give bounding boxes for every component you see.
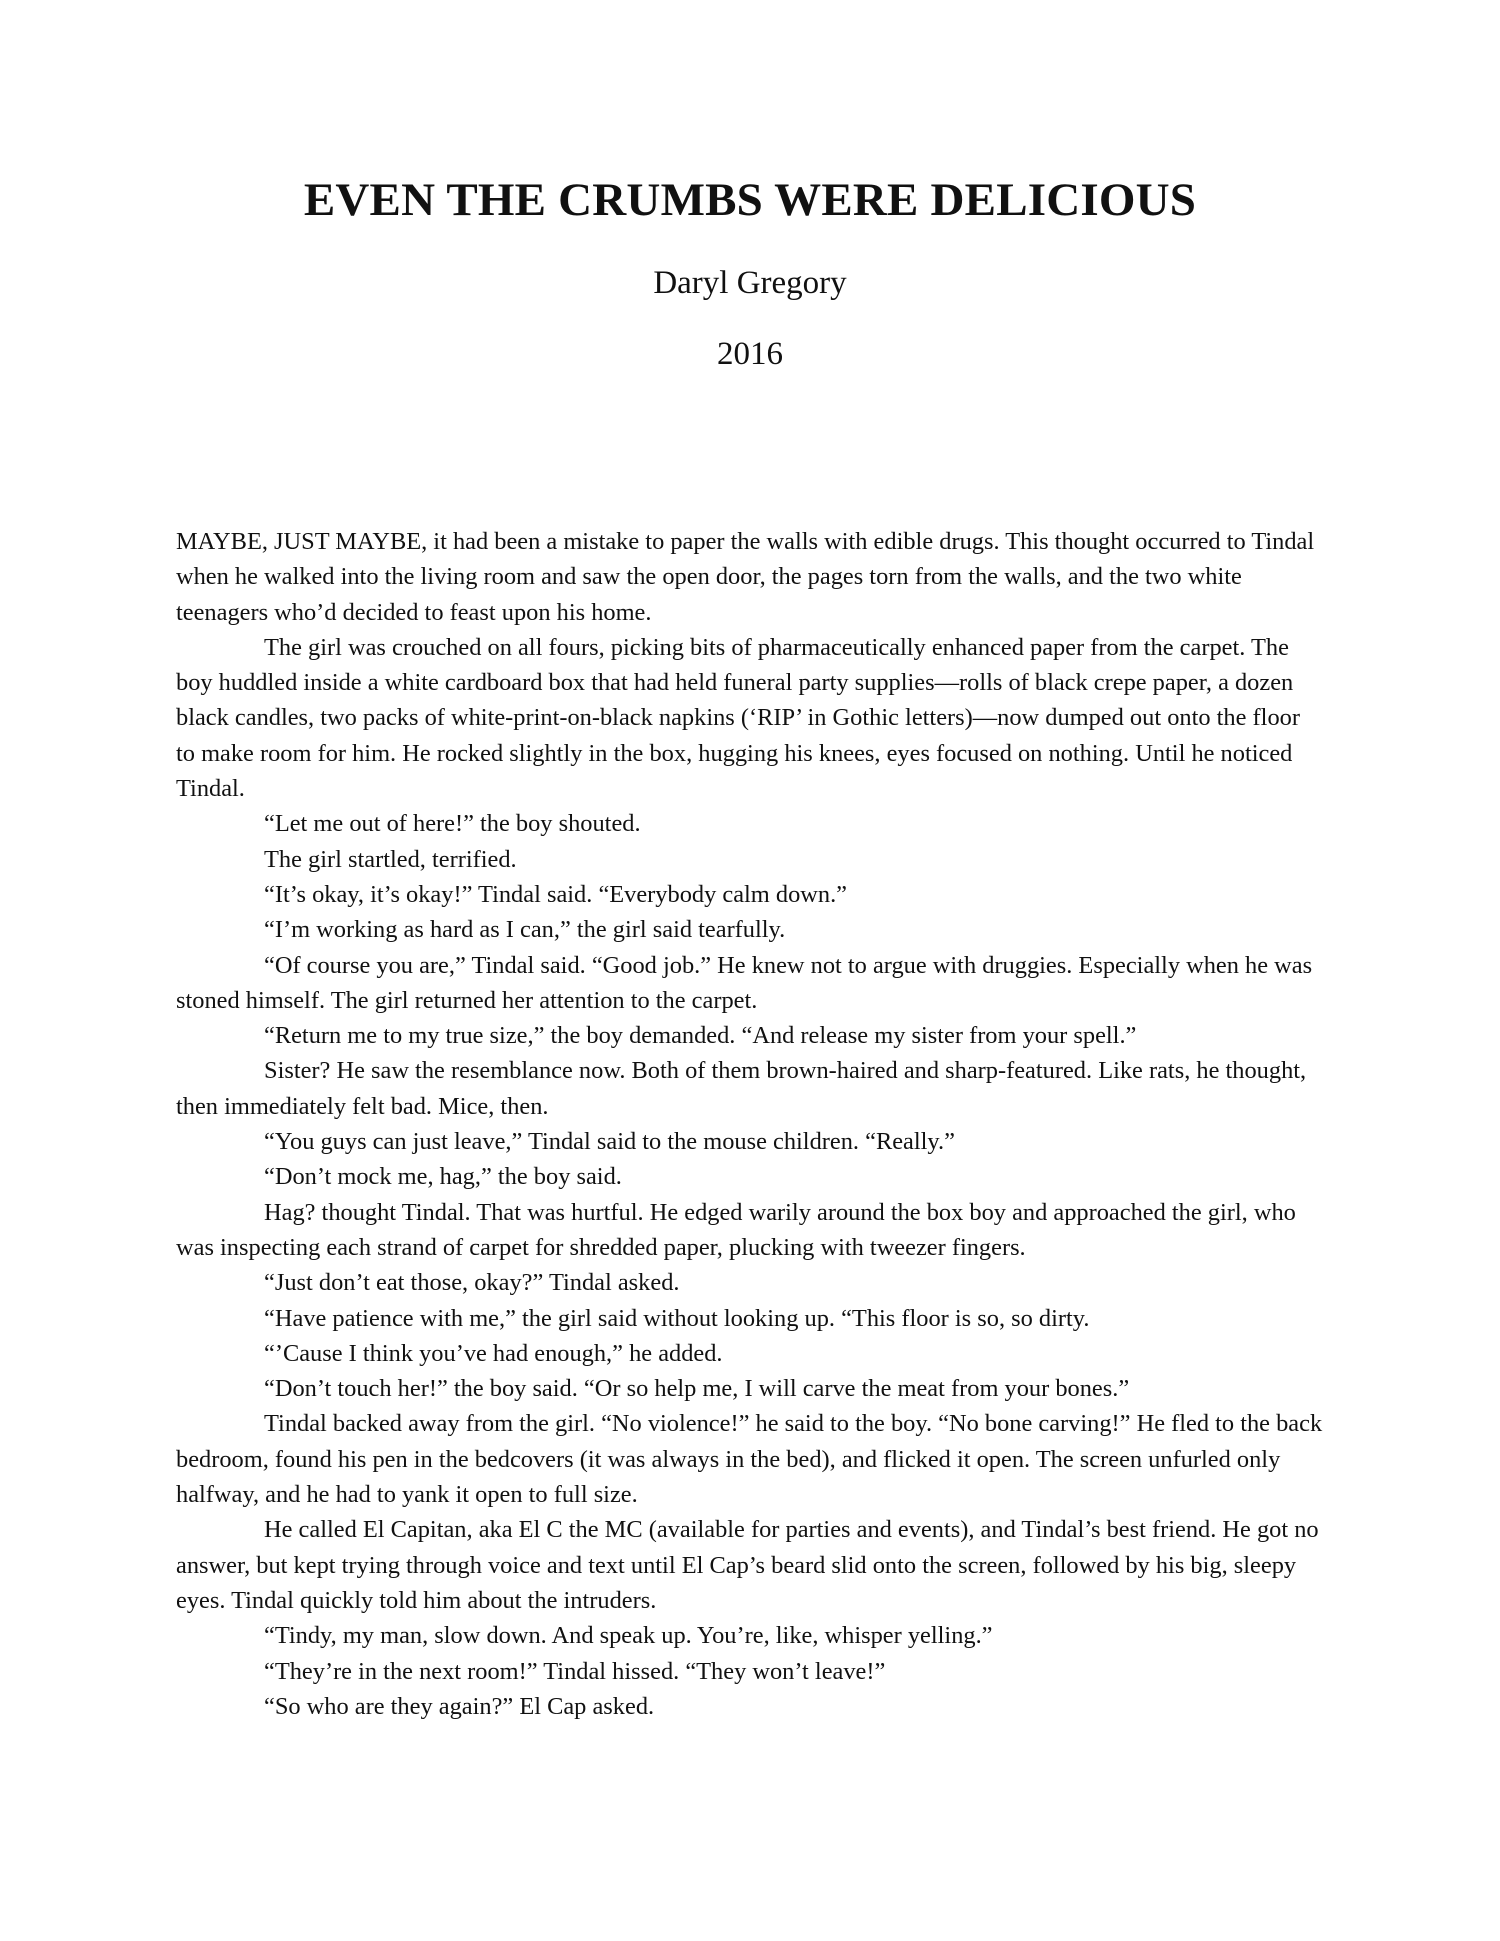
story-year: 2016	[717, 336, 783, 372]
paragraph: “They’re in the next room!” Tindal hissed. “They won’t leave!”	[264, 1657, 886, 1685]
paragraph: The girl was crouched on all fours, picking bits of pharmaceutically enhanced paper from the carpet. The boy huddled inside a white cardboard box that had held funeral party supplies—rolls of black crepe paper, a dozen black candles, two packs of white-print-on-black napkins (‘RIP’ in Gothic letters)—now dumped out onto the floor to make room for him. He rocked slightly in the box, hugging his knees, eyes focused on nothing. Until he noticed Tindal.	[176, 633, 1300, 803]
paragraph: Sister? He saw the resemblance now. Both of them brown-haired and sharp-featured. Like rats, he thought, then immediately felt bad. Mice, then.	[176, 1057, 1307, 1120]
paragraph: “It’s okay, it’s okay!” Tindal said. “Everybody calm down.”	[264, 880, 848, 908]
paragraph: “Return me to my true size,” the boy demanded. “And release my sister from your spell.”	[264, 1022, 1137, 1050]
paragraph: Hag? thought Tindal. That was hurtful. He edged warily around the box boy and approached the girl, who was inspecting each strand of carpet for shredded paper, plucking with tweezer fingers.	[176, 1198, 1296, 1261]
story-author: Daryl Gregory	[653, 265, 847, 301]
paragraph: “’Cause I think you’ve had enough,” he added.	[264, 1339, 723, 1367]
paragraph: “Don’t touch her!” the boy said. “Or so help me, I will carve the meat from your bones.”	[264, 1375, 1130, 1403]
paragraph: “You guys can just leave,” Tindal said to the mouse children. “Really.”	[264, 1128, 955, 1156]
paragraph: “I’m working as hard as I can,” the girl said tearfully.	[264, 916, 786, 944]
paragraph: “So who are they again?” El Cap asked.	[264, 1692, 655, 1720]
story-body	[176, 524, 1324, 1724]
paragraph: “Just don’t eat those, okay?” Tindal asked.	[264, 1269, 680, 1297]
story-title: EVEN THE CRUMBS WERE DELICIOUS	[303, 174, 1197, 226]
paragraph: MAYBE, JUST MAYBE, it had been a mistake to paper the walls with edible drugs. This thought occurred to Tindal when he walked into the living room and saw the open door, the pages torn from the walls, and the two white teenagers who’d decided to feast upon his home.	[176, 528, 1315, 626]
paragraph: “Have patience with me,” the girl said without looking up. “This floor is so, so dirty.	[264, 1304, 1090, 1332]
paragraph: Tindal backed away from the girl. “No violence!” he said to the boy. “No bone carving!” He fled to the back bedroom, found his pen in the bedcovers (it was always in the bed), and flicked it open. The screen unfurled only halfway, and he had to yank it open to full size.	[176, 1410, 1323, 1509]
paragraph: “Let me out of here!” the boy shouted.	[264, 810, 641, 838]
paragraph: “Tindy, my man, slow down. And speak up. You’re, like, whisper yelling.”	[264, 1622, 993, 1650]
paragraph: “Don’t mock me, hag,” the boy said.	[264, 1163, 622, 1191]
paragraph: He called El Capitan, aka El C the MC (available for parties and events), and Tindal’s best friend. He got no answer, but kept trying through voice and text until El Cap’s beard slid onto the screen, followed by his big, sleepy eyes. Tindal quickly told him about the intruders.	[176, 1516, 1319, 1614]
paragraph: The girl startled, terrified.	[264, 845, 517, 873]
paragraph: “Of course you are,” Tindal said. “Good job.” He knew not to argue with druggies. Especially when he was stoned himself. The girl returned her attention to the carpet.	[176, 951, 1313, 1014]
